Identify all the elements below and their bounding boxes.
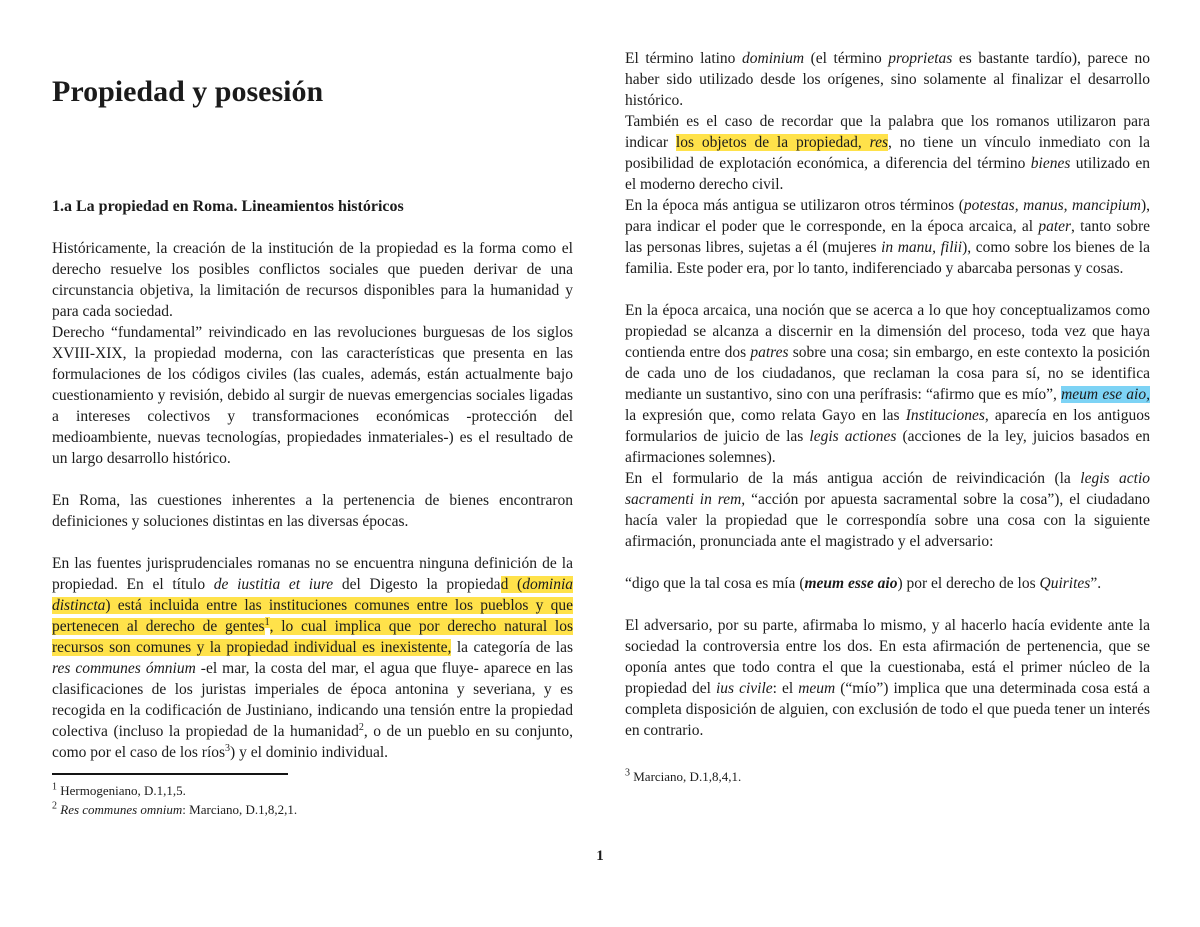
text-run: utilizado en el moderno derecho civil.	[625, 155, 1150, 193]
paragraph	[625, 615, 1150, 741]
text-run: 2	[52, 800, 57, 812]
text-run: meum esse aio	[804, 575, 898, 592]
text-run: sobre una cosa; sin embargo, en este contexto la posición de cada uno de los ciudadanos, que reclaman la cosa para sí, no se identifica mediante un sustantivo, sino con una perífrasis: “afirmo que es mío”,	[625, 344, 1150, 403]
text-run: , o de un pueblo en su conjunto, como por el caso de los ríos	[52, 723, 573, 761]
paragraph	[52, 553, 573, 763]
text-run: proprietas	[888, 50, 953, 67]
text-run: potestas, manus, mancipium	[963, 197, 1141, 214]
text-run: (el término	[804, 50, 889, 67]
text-run: ius civile	[715, 680, 773, 697]
highlighted-text: d (	[500, 576, 523, 593]
text-run: 1	[52, 781, 57, 793]
text-run: “acción por apuesta sacramental sobre la cosa”), el ciudadano hacía valer la propiedad que le correspondía sobre una cosa con la siguiente afirmación, pronunciada ante el magistrado y el adversario:	[625, 491, 1151, 550]
left-column-paragraphs	[52, 238, 573, 763]
highlighted-text: ) está incluida entre las instituciones comunes entre los pueblos y que pertenecen al derecho de gentes	[52, 597, 573, 635]
text-run: Res communes omnium	[60, 802, 183, 817]
highlighted-text: res	[869, 134, 889, 151]
text-run: En la época arcaica, una noción que se acerca a lo que hoy conceptualizamos como propiedad se alcanza a discernir en la dimensión del proceso, toda vez que haya contienda entre dos	[625, 302, 1150, 361]
text-run: , tanto sobre las personas libres, sujetas a él (mujeres	[625, 218, 1150, 256]
highlighted-text: los objetos de la propiedad,	[675, 134, 870, 151]
text-run: bienes	[1030, 155, 1071, 172]
right-column	[625, 48, 1150, 819]
text-run: En Roma, las cuestiones inherentes a la pertenencia de bienes encontraron definiciones y soluciones distintas en las diversas épocas.	[52, 492, 573, 530]
text-run: legis actiones	[809, 428, 897, 445]
text-run: ) por el derecho de los	[897, 575, 1040, 592]
text-run: En la época más antigua se utilizaron otros términos (	[625, 197, 964, 214]
text-run: ), como sobre los bienes de la familia. Este poder era, por lo tanto, indiferenciado y abarcaba personas y cosas.	[625, 239, 1150, 277]
text-run: dominium	[742, 50, 805, 67]
document-title: Propiedad y posesión	[52, 75, 324, 108]
text-run: Hermogeniano, D.1,1,5.	[57, 783, 186, 798]
text-run: Históricamente, la creación de la institución de la propiedad es la forma como el derecho resuelve los posibles conflictos sociales que pueden derivar de una circunstancia objetiva, la limitación de recursos disponibles para la humanidad y para cada sociedad.	[52, 240, 573, 320]
paragraph	[625, 300, 1150, 468]
text-run: (“mío”) implica que una determinada cosa está a completa disposición de alguien, con exclusión de todo el que pueda tener un interés en contrario.	[625, 680, 1150, 739]
quote-paragraph	[625, 573, 1150, 594]
text-run: patres	[750, 344, 789, 361]
text-run: 2	[358, 721, 364, 733]
left-footnotes	[52, 781, 573, 819]
highlighted-text: dominia distincta	[52, 576, 573, 614]
text-run: También es el caso de recordar que la palabra que los romanos utilizaron para indicar	[625, 113, 1150, 151]
text-run: 3	[625, 767, 630, 779]
text-run: , no tiene un vínculo inmediato con la posibilidad de explotación económica, a diferencia del término	[625, 134, 1150, 172]
footnote	[52, 781, 573, 800]
left-column	[52, 48, 573, 819]
text-run: del Digesto la propieda	[333, 576, 501, 593]
text-run: : Marciano, D.1,8,2,1.	[182, 802, 298, 817]
paragraph	[52, 490, 573, 532]
text-run: Quirites	[1039, 575, 1091, 592]
text-run: ) y el dominio individual.	[230, 744, 389, 761]
text-run: (acciones de la ley, juicios basados en afirmaciones solemnes).	[625, 428, 1150, 466]
paragraph	[625, 111, 1150, 195]
page-number: 1	[596, 848, 604, 864]
text-run: res communes ómnium	[52, 660, 196, 677]
text-run: En el formulario de la más antigua acción de reivindicación (la	[625, 470, 1081, 487]
text-run: legis actio sacramenti in rem,	[625, 470, 1150, 508]
paragraph	[625, 48, 1150, 111]
footnote	[52, 800, 573, 819]
text-run: Marciano, D.1,8,4,1.	[630, 769, 742, 784]
section-heading: 1.a La propiedad en Roma. Lineamientos históricos	[52, 198, 404, 215]
footnote	[625, 767, 1150, 786]
text-run: El adversario, por su parte, afirmaba lo mismo, y al hacerlo hacía evidente ante la sociedad la controversia entre los dos. En esta afirmación de pertenencia, que se oponía antes que todo contra el que la cuestionaba, está el primer núcleo de la propiedad del	[625, 617, 1150, 697]
text-run: meum	[798, 680, 836, 697]
text-run: Derecho “fundamental” reivindicado en las revoluciones burguesas de los siglos XVIII-XIX, la propiedad moderna, con las características que presenta en las formulaciones de los códigos civiles (las cuales, además, están actualmente bajo cuestionamiento y revisión, debido al surgir de nuevas emergencias sociales ligadas a intereses colectivos y transformaciones económicas -protección del medioambiente, nuevas tecnologías, propiedades inmateriales-) es el resultado de un largo desarrollo histórico.	[52, 324, 573, 467]
paragraph	[625, 468, 1150, 552]
footnote-separator	[52, 773, 288, 775]
right-column-paragraphs	[625, 48, 1150, 741]
highlighted-text: 1	[264, 616, 270, 628]
text-run: in manu, filii	[881, 239, 963, 256]
text-run: pater	[1038, 218, 1072, 235]
highlighted-text: meum ese aio,	[1061, 386, 1150, 403]
text-run: la expresión que, como relata Gayo en las	[625, 407, 906, 424]
text-run: “digo que la tal cosa es mía (	[625, 575, 805, 592]
paragraph	[52, 238, 573, 322]
text-run: la categoría de las	[451, 639, 573, 656]
text-run: : el	[772, 680, 799, 697]
text-run: es bastante tardío), parece no haber sido utilizado desde los orígenes, sino solamente al finalizar el desarrollo histórico.	[625, 50, 1150, 109]
right-footnotes	[625, 767, 1150, 786]
text-run: 3	[225, 742, 231, 754]
text-run: , aparecía en los antiguos formularios de juicio de las	[625, 407, 1150, 445]
text-run: de iustitia et iure	[213, 576, 334, 593]
text-run: En las fuentes jurisprudenciales romanas no se encuentra ninguna definición de la propiedad. En el título	[52, 555, 573, 593]
text-run: ”.	[1090, 575, 1102, 592]
paragraph	[625, 195, 1150, 279]
text-run: El término latino	[625, 50, 743, 67]
text-run: Instituciones	[905, 407, 985, 424]
highlighted-text: , lo cual implica que por derecho natural los recursos son comunes y la propiedad individual es inexistente,	[52, 618, 573, 656]
text-run: ), para indicar el poder que le corresponde, en la época arcaica, al	[625, 197, 1150, 235]
paragraph	[52, 322, 573, 469]
text-run: -el mar, la costa del mar, el agua que fluye- aparece en las clasificaciones de los juristas imperiales de época antonina y severiana, y es recogida en la codificación de Justiniano, indicando una tensión entre la propiedad colectiva (incluso la propiedad de la humanidad	[52, 660, 573, 740]
